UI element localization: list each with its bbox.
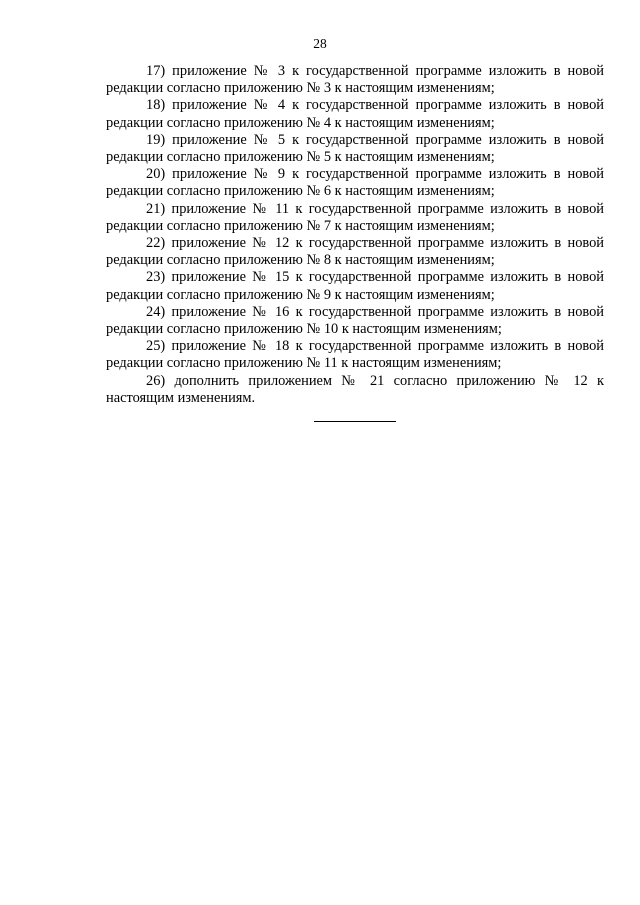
list-item: 17) приложение № 3 к государственной программе изложить в новой редакции согласно приложению № 3 к настоящим изменениям; (106, 63, 604, 97)
end-separator-line (314, 421, 396, 422)
document-body (106, 63, 604, 407)
list-item: 20) приложение № 9 к государственной программе изложить в новой редакции согласно приложению № 6 к настоящим изменениям; (106, 166, 604, 200)
list-item: 22) приложение № 12 к государственной программе изложить в новой редакции согласно приложению № 8 к настоящим изменениям; (106, 235, 604, 269)
list-item: 25) приложение № 18 к государственной программе изложить в новой редакции согласно приложению № 11 к настоящим изменениям; (106, 338, 604, 372)
list-item: 19) приложение № 5 к государственной программе изложить в новой редакции согласно приложению № 5 к настоящим изменениям; (106, 131, 604, 166)
list-item: 23) приложение № 15 к государственной программе изложить в новой редакции согласно приложению № 9 к настоящим изменениям; (106, 269, 604, 303)
page-number: 28 (313, 36, 327, 51)
list-item: 18) приложение № 4 к государственной программе изложить в новой редакции согласно приложению № 4 к настоящим изменениям; (106, 97, 604, 131)
list-item: 26) дополнить приложением № 21 согласно приложению № 12 к настоящим изменениям. (106, 372, 604, 406)
list-item: 21) приложение № 11 к государственной программе изложить в новой редакции согласно приложению № 7 к настоящим изменениям; (106, 200, 604, 234)
list-item: 24) приложение № 16 к государственной программе изложить в новой редакции согласно приложению № 10 к настоящим изменениям; (106, 303, 604, 338)
